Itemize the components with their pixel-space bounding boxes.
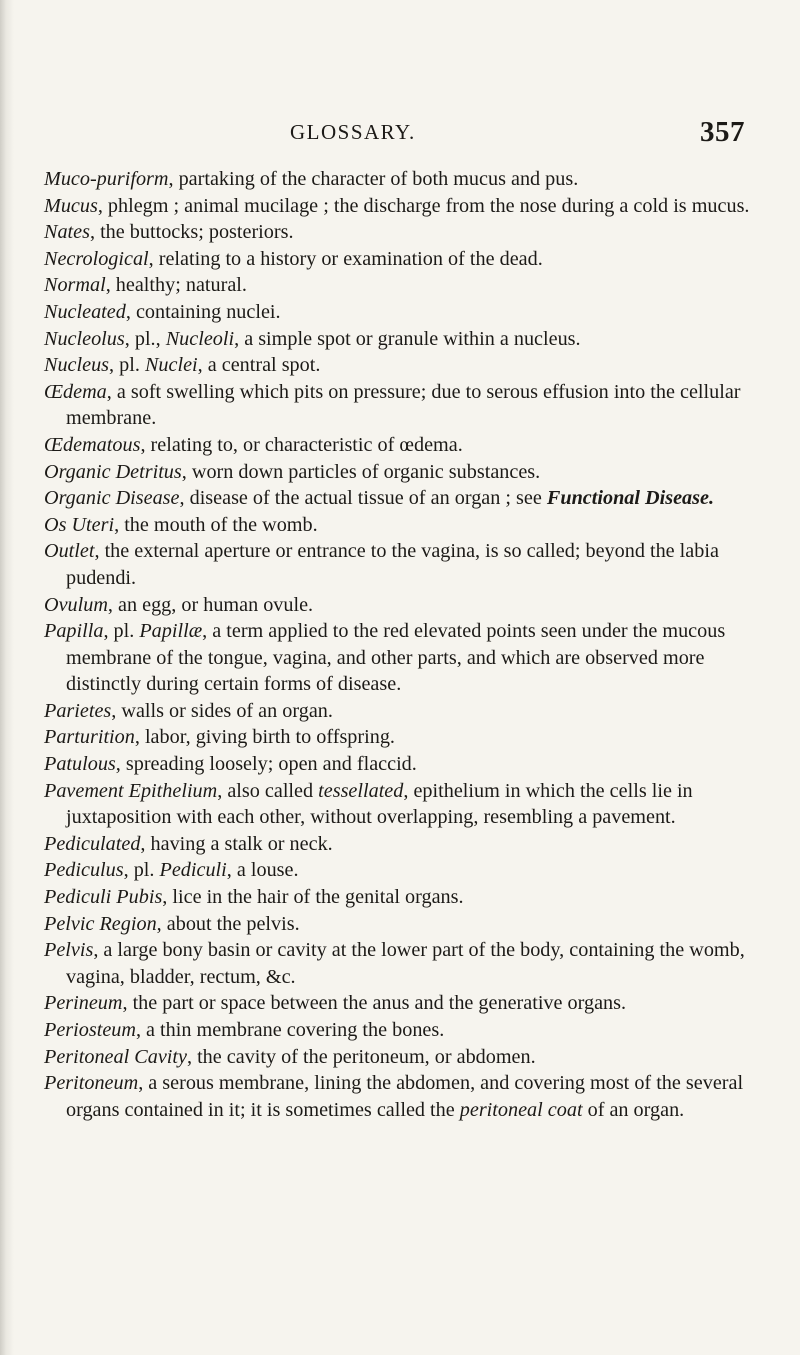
glossary-entry: [44, 352, 766, 379]
glossary-entry: [44, 485, 766, 512]
entry-term: Nucleus: [44, 354, 110, 377]
entry-definition-rest: , a central spot.: [197, 354, 321, 377]
entry-term: Nates: [44, 221, 90, 244]
entry-definition: , walls or sides of an organ.: [111, 699, 333, 722]
entry-definition: , the mouth of the womb.: [114, 513, 318, 536]
entry-term-plural: Pediculi: [159, 859, 227, 882]
glossary-entry: [44, 884, 766, 911]
glossary-entry: [44, 1044, 766, 1071]
entry-term: Papilla: [44, 620, 104, 643]
entry-term: Periosteum: [44, 1019, 136, 1041]
entry-definition: , relating to, or characteristic of œdema.: [140, 433, 463, 456]
glossary-entry: [44, 299, 766, 326]
glossary-entry: [44, 857, 766, 884]
glossary-entry: [44, 272, 766, 299]
entry-term: Parturition: [44, 726, 135, 749]
entry-term: Muco-puriform: [44, 168, 169, 190]
entry-definition: , relating to a history or examination of the dead.: [148, 247, 543, 270]
entry-term: Peritoneum: [44, 1072, 139, 1095]
entry-definition-rest: , a term applied to the red elevated points seen under the mucous membrane of the tongue, vagina, and other parts, and which are observed more distinctly during certain forms of disease.: [66, 620, 726, 696]
glossary-entry: [44, 1017, 766, 1044]
entry-definition: , lice in the hair of the genital organs.: [162, 886, 464, 909]
glossary-entry: [44, 326, 766, 353]
glossary-entry: [44, 459, 766, 486]
glossary-entries: [44, 166, 766, 1123]
entry-term: Patulous: [44, 753, 116, 776]
running-title: GLOSSARY.: [290, 120, 416, 144]
entry-definition: , labor, giving birth to offspring.: [134, 726, 395, 749]
entry-definition: , disease of the actual tissue of an organ ; see: [179, 487, 547, 510]
entry-term: Pediculated: [44, 832, 141, 855]
entry-term: Mucus: [44, 194, 98, 217]
entry-definition: , partaking of the character of both mucus and pus.: [168, 168, 579, 190]
glossary-entry: [44, 512, 766, 539]
entry-definition: , worn down particles of organic substances.: [181, 460, 541, 483]
entry-definition: , pl.,: [124, 327, 166, 350]
entry-definition: , pl.: [103, 620, 140, 643]
entry-term: Normal: [44, 274, 106, 297]
entry-term: Organic Disease: [44, 487, 180, 510]
entry-definition: , the cavity of the peritoneum, or abdomen.: [186, 1045, 536, 1068]
glossary-entry: [44, 698, 766, 725]
glossary-entry: [44, 432, 766, 459]
glossary-entry: [44, 831, 766, 858]
entry-definition: , healthy; natural.: [105, 274, 247, 297]
entry-definition: , also called: [217, 779, 319, 802]
entry-definition: , a soft swelling which pits on pressure; due to serous effusion into the cellular membrane.: [66, 380, 741, 430]
entry-term-plural: Nucleoli: [165, 327, 235, 350]
entry-definition: , a serous membrane, lining the abdomen, and covering most of the several organs contained in it; it is sometimes called the: [66, 1072, 744, 1121]
entry-term: Necrological: [44, 247, 149, 270]
glossary-entry: [44, 990, 766, 1017]
entry-term: Ovulum: [44, 593, 108, 616]
entry-term: Pediculi Pubis: [44, 886, 163, 909]
glossary-entry: [44, 724, 766, 751]
glossary-entry: [44, 911, 766, 938]
glossary-entry: [44, 592, 766, 619]
entry-term: Nucleolus: [44, 327, 125, 350]
glossary-entry: [44, 538, 766, 591]
entry-term-alt: tessellated: [318, 779, 404, 802]
entry-definition: , an egg, or human ovule.: [107, 593, 314, 616]
entry-cross-reference: Functional Disease.: [546, 487, 715, 510]
entry-term: Pediculus: [44, 859, 124, 882]
entry-term: Œdema: [44, 380, 107, 403]
entry-term: Pelvic Region: [44, 912, 157, 935]
entry-term: Œdematous: [44, 433, 141, 456]
entry-term-plural: Papillæ: [139, 620, 203, 643]
entry-term: Nucleated: [44, 300, 126, 323]
entry-definition: , a thin membrane covering the bones.: [135, 1019, 445, 1041]
entry-definition: , a large bony basin or cavity at the lower part of the body, containing the womb, vagina, bladder, rectum, &c.: [66, 939, 745, 988]
glossary-entry: [44, 937, 766, 990]
entry-term-alt: peritoneal coat: [459, 1098, 583, 1121]
glossary-entry: [44, 618, 766, 698]
entry-term: Os Uteri: [44, 513, 115, 536]
entry-term: Pelvis: [44, 939, 94, 962]
glossary-entry: [44, 379, 766, 432]
glossary-entry: [44, 246, 766, 273]
entry-definition-rest: , epithelium in which the cells lie in juxtaposition with each other, without overlapping, resembling a pavement.: [66, 779, 693, 829]
entry-term: Outlet: [44, 540, 95, 563]
entry-term: Organic Detritus: [44, 460, 182, 483]
entry-definition: , having a stalk or neck.: [140, 832, 333, 855]
entry-definition: , pl.: [109, 354, 145, 377]
entry-definition: , pl.: [123, 859, 160, 882]
glossary-entry: [44, 166, 766, 193]
entry-definition: , the buttocks; posteriors.: [89, 221, 294, 244]
glossary-entry: [44, 193, 766, 220]
entry-definition-rest: , a simple spot or granule within a nucleus.: [234, 327, 581, 350]
entry-definition: , the external aperture or entrance to the vagina, is so called; beyond the labia pudendi.: [66, 540, 719, 589]
glossary-entry: [44, 219, 766, 246]
page-header: [0, 116, 800, 156]
entry-definition: , phlegm ; animal mucilage ; the discharge from the nose during a cold is mucus.: [97, 194, 750, 217]
entry-definition: , about the pelvis.: [156, 912, 300, 935]
entry-definition: , the part or space between the anus and the generative organs.: [122, 992, 627, 1015]
glossary-entry: [44, 778, 766, 831]
glossary-entry: [44, 751, 766, 778]
entry-definition: , containing nuclei.: [125, 300, 281, 323]
glossary-entry: [44, 1070, 766, 1123]
entry-definition-rest: , a louse.: [226, 859, 299, 882]
entry-term: Pavement Epithelium: [44, 779, 218, 802]
entry-term: Peritoneal Cavity: [44, 1045, 187, 1068]
entry-term-plural: Nuclei: [144, 354, 198, 377]
page-number: 357: [700, 116, 745, 148]
entry-term: Perineum: [44, 992, 123, 1015]
entry-term: Parietes: [44, 699, 112, 722]
entry-definition: , spreading loosely; open and flaccid.: [115, 753, 417, 776]
entry-definition-rest: of an organ.: [582, 1098, 685, 1121]
